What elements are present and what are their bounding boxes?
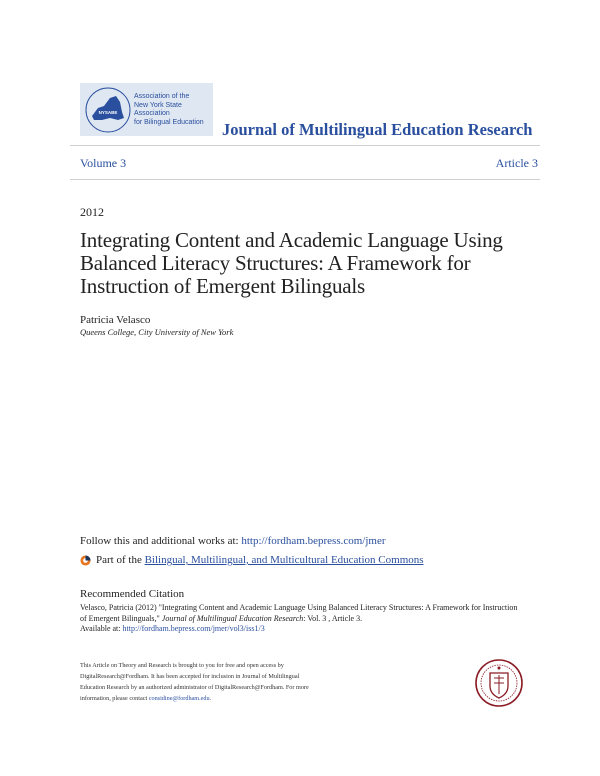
divider-bottom xyxy=(70,179,540,180)
new-york-state-map-icon xyxy=(84,86,132,134)
part-of-line xyxy=(80,554,424,566)
volume-link[interactable]: Volume 3 xyxy=(80,156,127,170)
notice-text: This Article on Theory and Research is brought to you for free and open access by DigitalResearch@Fordham. It has been accepted for inclusion in Journal of Multilingual Education Research by an authorized administrator of DigitalResearch@Fordham. For more information, please contact xyxy=(80,662,309,702)
divider-top xyxy=(70,145,540,146)
follow-line xyxy=(80,535,386,547)
logo-badge: NYSABE xyxy=(98,110,118,115)
citation-start: Velasco, Patricia (2012) "Integrating Content and Academic Language Using Balanced Literacy Structures: A Framework for Instruction of Emergent Bilinguals," xyxy=(80,603,518,623)
logo-text xyxy=(134,93,214,127)
logo-line-1: Association of the xyxy=(134,93,190,100)
fordham-seal-icon xyxy=(474,658,524,708)
notice-end: . xyxy=(209,695,212,702)
paper-title: Integrating Content and Academic Language Using Balanced Literacy Structures: A Framework for Instruction of Emergent Bilinguals xyxy=(80,228,503,298)
recommended-citation-heading: Recommended Citation xyxy=(80,588,185,600)
article-link[interactable]: Article 3 xyxy=(495,156,538,170)
publication-year: 2012 xyxy=(80,205,104,219)
commons-link[interactable]: Bilingual, Multilingual, and Multicultural Education Commons xyxy=(144,554,424,566)
follow-text: Follow this and additional works at: xyxy=(80,535,239,547)
logo-line-2: New York State Association xyxy=(134,101,182,117)
author-name: Patricia Velasco xyxy=(80,314,151,326)
part-of-text: Part of the xyxy=(96,554,142,566)
citation-journal: Journal of Multilingual Education Research xyxy=(161,613,304,623)
citation-text xyxy=(80,603,520,635)
citation-end: : Vol. 3 , Article 3. xyxy=(303,613,363,623)
contact-email-link[interactable]: considine@fordham.edu xyxy=(148,695,210,702)
access-notice xyxy=(80,660,310,704)
journal-title-link[interactable]: Journal of Multilingual Education Research xyxy=(222,120,533,139)
author-affiliation: Queens College, City University of New York xyxy=(80,327,234,337)
available-label: Available at: xyxy=(80,624,121,633)
follow-url-link[interactable]: http://fordham.bepress.com/jmer xyxy=(241,535,386,547)
logo-line-3: for Bilingual Education xyxy=(134,118,204,126)
citation-url-link[interactable]: http://fordham.bepress.com/jmer/vol3/iss1/3 xyxy=(122,624,265,633)
commons-network-icon xyxy=(80,555,91,566)
